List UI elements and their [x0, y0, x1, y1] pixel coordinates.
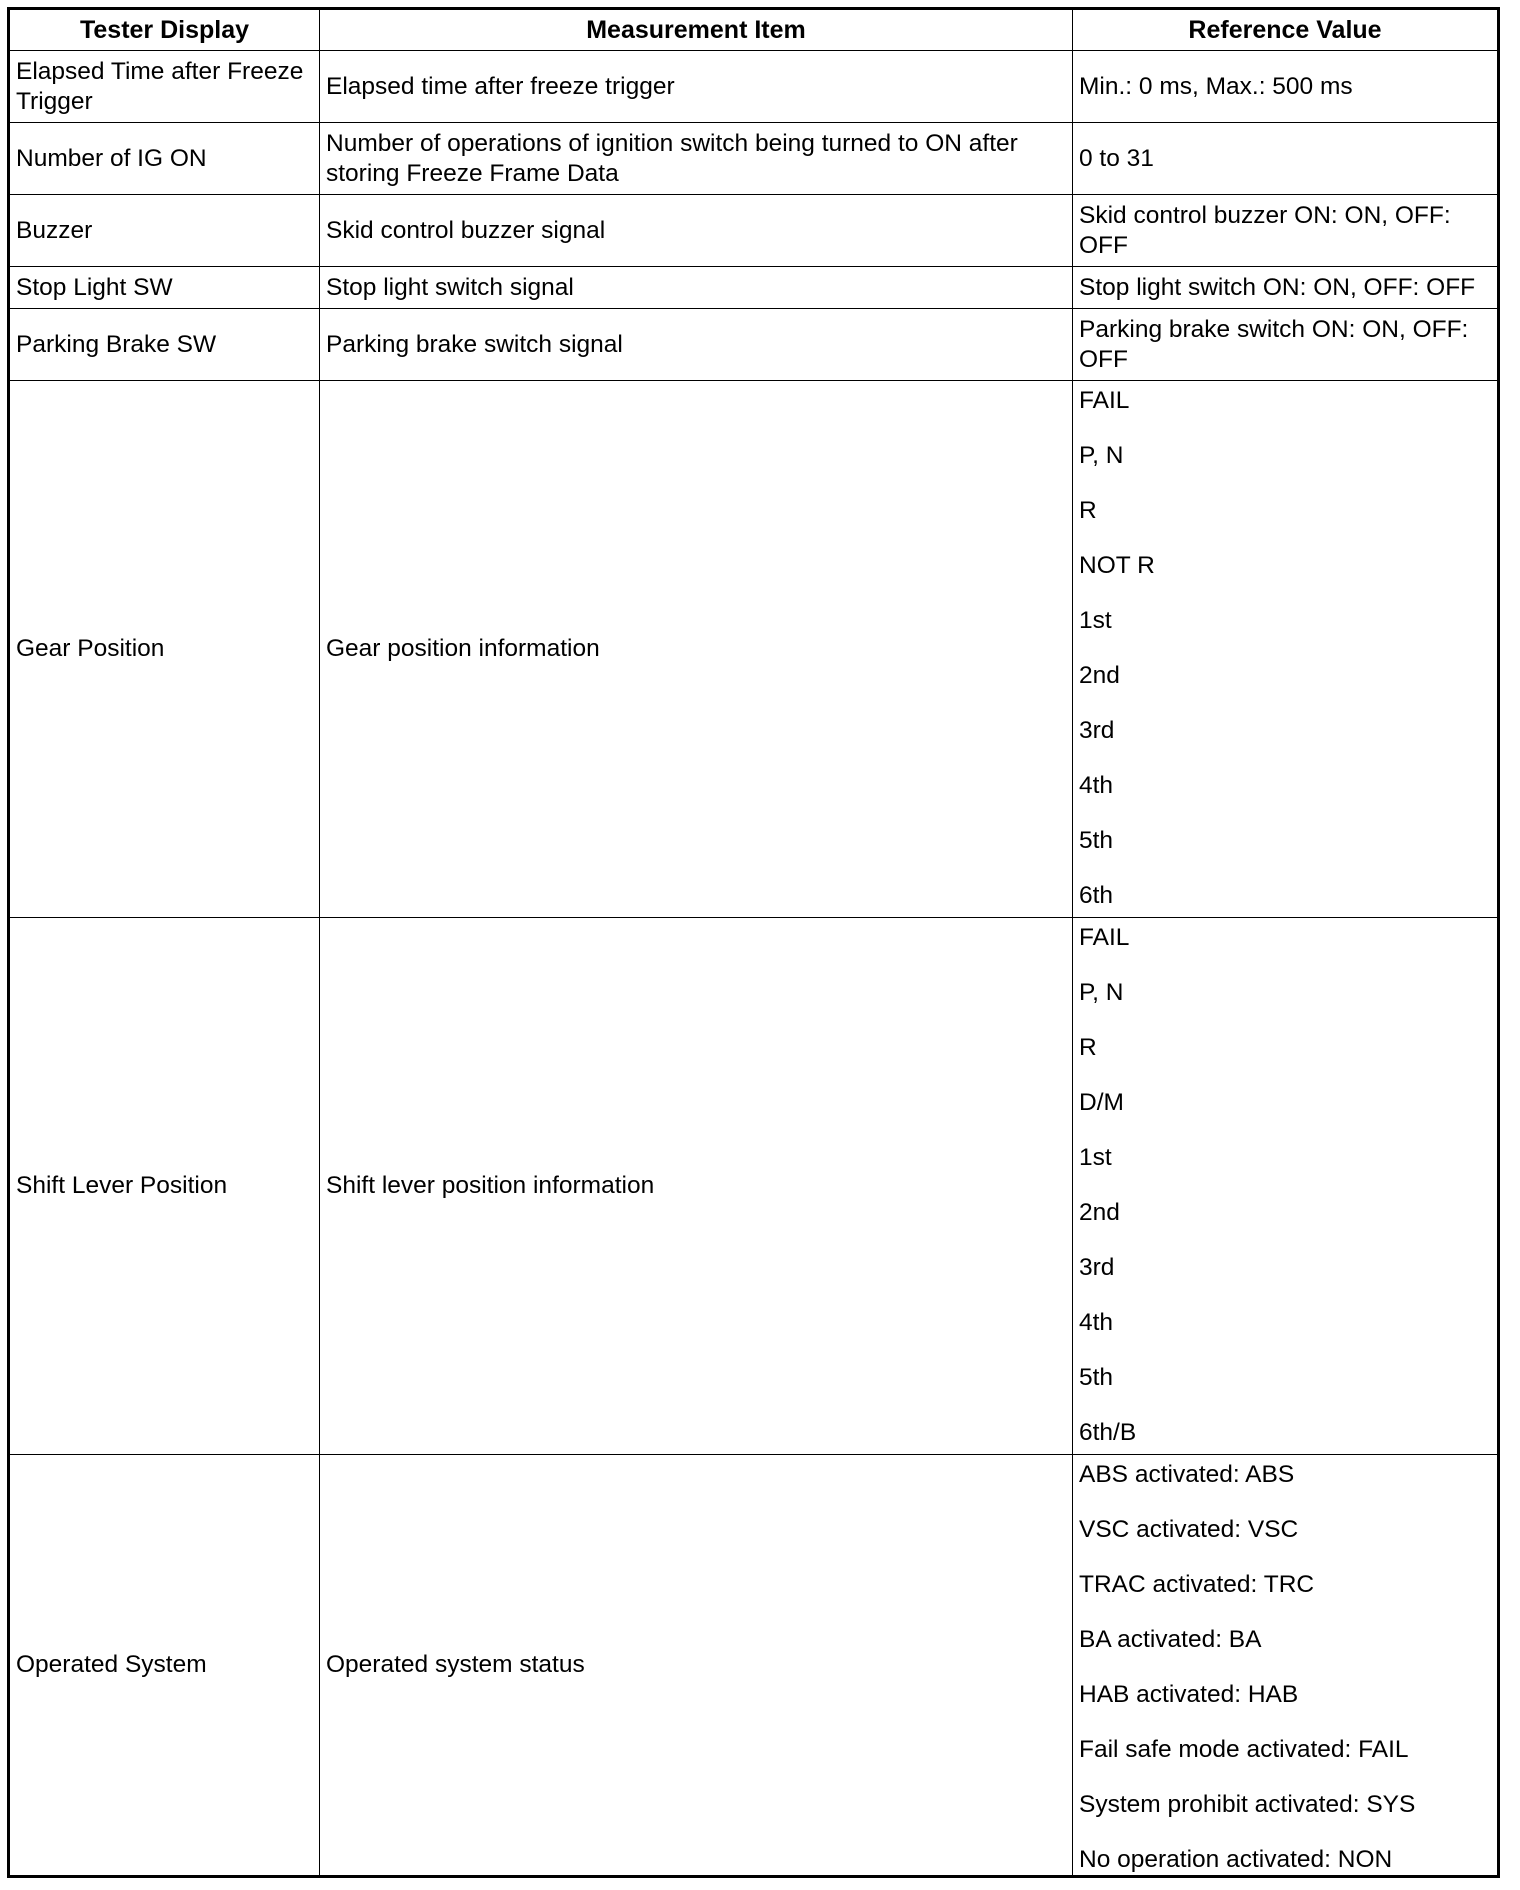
reference-value-item: Fail safe mode activated: FAIL	[1079, 1736, 1409, 1763]
reference-value-cell: Min.: 0 ms, Max.: 500 ms	[1079, 72, 1353, 100]
reference-value-item: FAIL	[1079, 387, 1130, 414]
reference-value-item: R	[1079, 497, 1097, 524]
reference-value-item: P, N	[1079, 442, 1124, 469]
measurement-item-cell: Operated system status	[320, 1455, 1073, 1875]
header-reference-value: Reference Value	[1188, 15, 1382, 44]
reference-value-item: System prohibit activated: SYS	[1079, 1791, 1416, 1818]
reference-value-item: HAB activated: HAB	[1079, 1681, 1299, 1708]
reference-value-cell: 0 to 31	[1079, 144, 1154, 172]
tester-display-cell: Stop Light SW	[10, 267, 320, 308]
reference-value-item: 6th/B	[1079, 1419, 1137, 1446]
table-row	[10, 123, 1497, 195]
reference-value-item: 4th	[1079, 1309, 1114, 1336]
table-header-row	[10, 10, 1497, 51]
reference-value-item: 5th	[1079, 827, 1114, 854]
reference-value-item: 2nd	[1079, 1199, 1120, 1226]
tester-display-cell: Elapsed Time after Freeze Trigger	[10, 51, 320, 122]
reference-value-item: NOT R	[1079, 552, 1155, 579]
table-row	[10, 381, 1497, 918]
measurement-item-cell: Elapsed time after freeze trigger	[320, 51, 1073, 122]
tester-display-cell: Number of IG ON	[10, 123, 320, 194]
reference-value-item: D/M	[1079, 1089, 1124, 1116]
table-row	[10, 267, 1497, 309]
measurement-item-cell: Stop light switch signal	[320, 267, 1073, 308]
table-row	[10, 1455, 1497, 1875]
reference-value-item: No operation activated: NON	[1079, 1846, 1393, 1873]
reference-value-item: 5th	[1079, 1364, 1114, 1391]
reference-value-item: 3rd	[1079, 1254, 1115, 1281]
reference-value-list	[1073, 918, 1497, 1454]
reference-value-item: TRAC activated: TRC	[1079, 1571, 1315, 1598]
reference-value-cell: Stop light switch ON: ON, OFF: OFF	[1079, 273, 1476, 301]
reference-value-item: 1st	[1079, 607, 1112, 634]
tester-display-cell: Parking Brake SW	[10, 309, 320, 380]
measurement-item-cell: Parking brake switch signal	[320, 309, 1073, 380]
table-row	[10, 309, 1497, 381]
data-list-table	[7, 7, 1500, 1878]
tester-display-cell: Buzzer	[10, 195, 320, 266]
reference-value-item: VSC activated: VSC	[1079, 1516, 1299, 1543]
tester-display-cell: Shift Lever Position	[10, 918, 320, 1454]
reference-value-item: 2nd	[1079, 662, 1120, 689]
reference-value-item: R	[1079, 1034, 1097, 1061]
reference-value-item: P, N	[1079, 979, 1124, 1006]
measurement-item-cell: Skid control buzzer signal	[320, 195, 1073, 266]
reference-value-list	[1073, 1455, 1497, 1875]
reference-value-item: ABS activated: ABS	[1079, 1461, 1295, 1488]
reference-value-item: BA activated: BA	[1079, 1626, 1262, 1653]
reference-value-cell: Parking brake switch ON: ON, OFF: OFF	[1079, 315, 1469, 373]
reference-value-item: 6th	[1079, 882, 1114, 909]
reference-value-item: 1st	[1079, 1144, 1112, 1171]
reference-value-item: FAIL	[1079, 924, 1130, 951]
measurement-item-cell: Shift lever position information	[320, 918, 1073, 1454]
table-row	[10, 195, 1497, 267]
tester-display-cell: Operated System	[10, 1455, 320, 1875]
tester-display-cell: Gear Position	[10, 381, 320, 917]
reference-value-cell: Skid control buzzer ON: ON, OFF: OFF	[1079, 201, 1451, 259]
table-row	[10, 918, 1497, 1455]
header-tester-display: Tester Display	[10, 10, 320, 50]
reference-value-list	[1073, 381, 1497, 917]
reference-value-item: 4th	[1079, 772, 1114, 799]
table-row	[10, 51, 1497, 123]
measurement-item-cell: Number of operations of ignition switch being turned to ON after storing Freeze Frame Data	[320, 123, 1073, 194]
header-measurement-item: Measurement Item	[320, 10, 1073, 50]
reference-value-item: 3rd	[1079, 717, 1115, 744]
measurement-item-cell: Gear position information	[320, 381, 1073, 917]
